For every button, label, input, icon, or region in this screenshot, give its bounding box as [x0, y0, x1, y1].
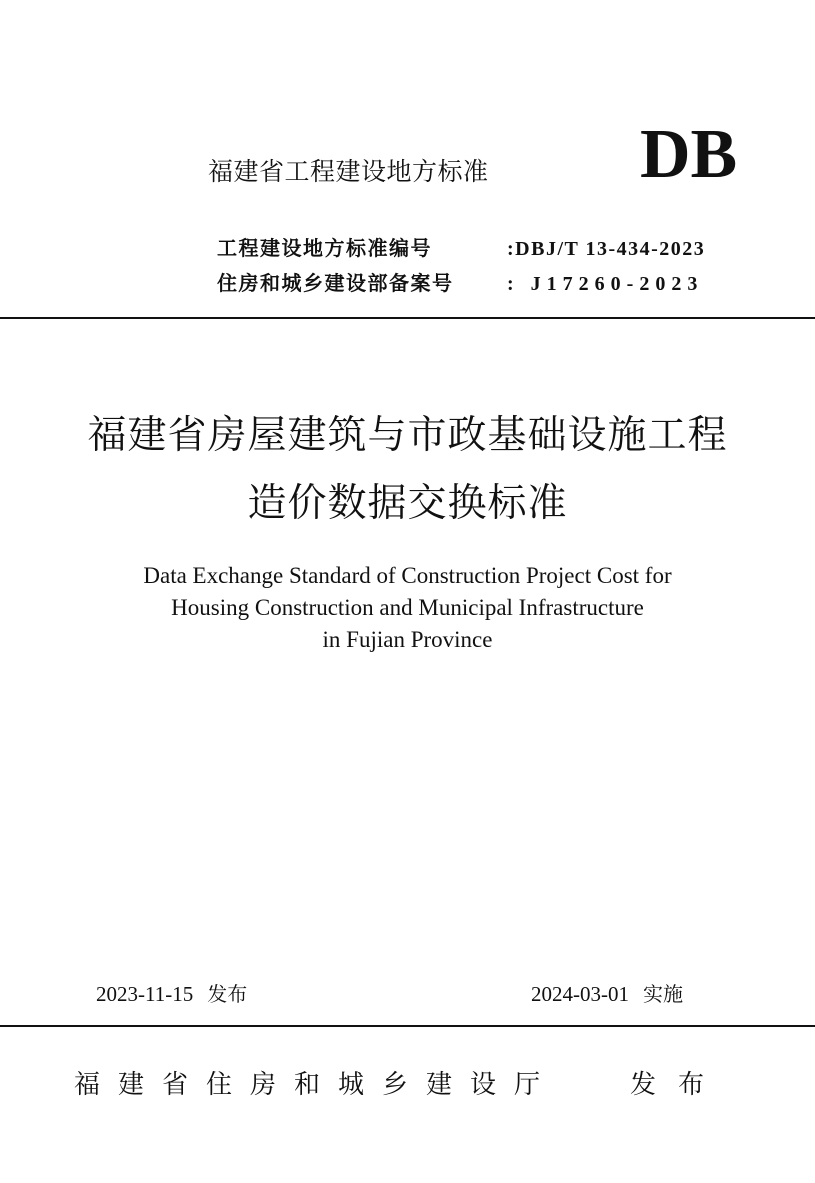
title-en-line2: Housing Construction and Municipal Infrastructure — [171, 595, 644, 620]
standard-code-value: :DBJ/T 13-434-2023 — [507, 238, 706, 260]
title-en-line1: Data Exchange Standard of Construction Project Cost for — [143, 563, 672, 588]
top-divider — [0, 317, 815, 319]
bottom-divider — [0, 1025, 815, 1027]
standard-code-label: 工程建设地方标准编号 — [217, 236, 432, 260]
issue-date-row — [96, 978, 247, 1007]
title-cn-line2: 造价数据交换标准 — [247, 481, 568, 526]
record-number-row — [217, 267, 703, 296]
issue-date: 2023-11-15 — [96, 982, 194, 1006]
record-number-label: 住房和城乡建设部备案号 — [217, 271, 454, 295]
issuer-issue-word: 发布 — [630, 1070, 727, 1100]
effective-date: 2024-03-01 — [531, 982, 629, 1006]
title-cn-line1: 福建省房屋建筑与市政基础设施工程 — [87, 413, 728, 458]
issuer-name: 福建省住房和城乡建设厅 — [74, 1070, 559, 1100]
standard-code-row — [217, 232, 705, 261]
effective-date-row — [531, 978, 683, 1007]
series-title: 福建省工程建设地方标准 — [208, 157, 489, 186]
db-mark: DB — [640, 116, 738, 193]
record-number-value: : J17260-2023 — [507, 273, 704, 295]
effective-date-label: 实施 — [643, 982, 683, 1006]
title-en-line3: in Fujian Province — [322, 627, 493, 652]
issue-date-label: 发布 — [207, 982, 248, 1006]
